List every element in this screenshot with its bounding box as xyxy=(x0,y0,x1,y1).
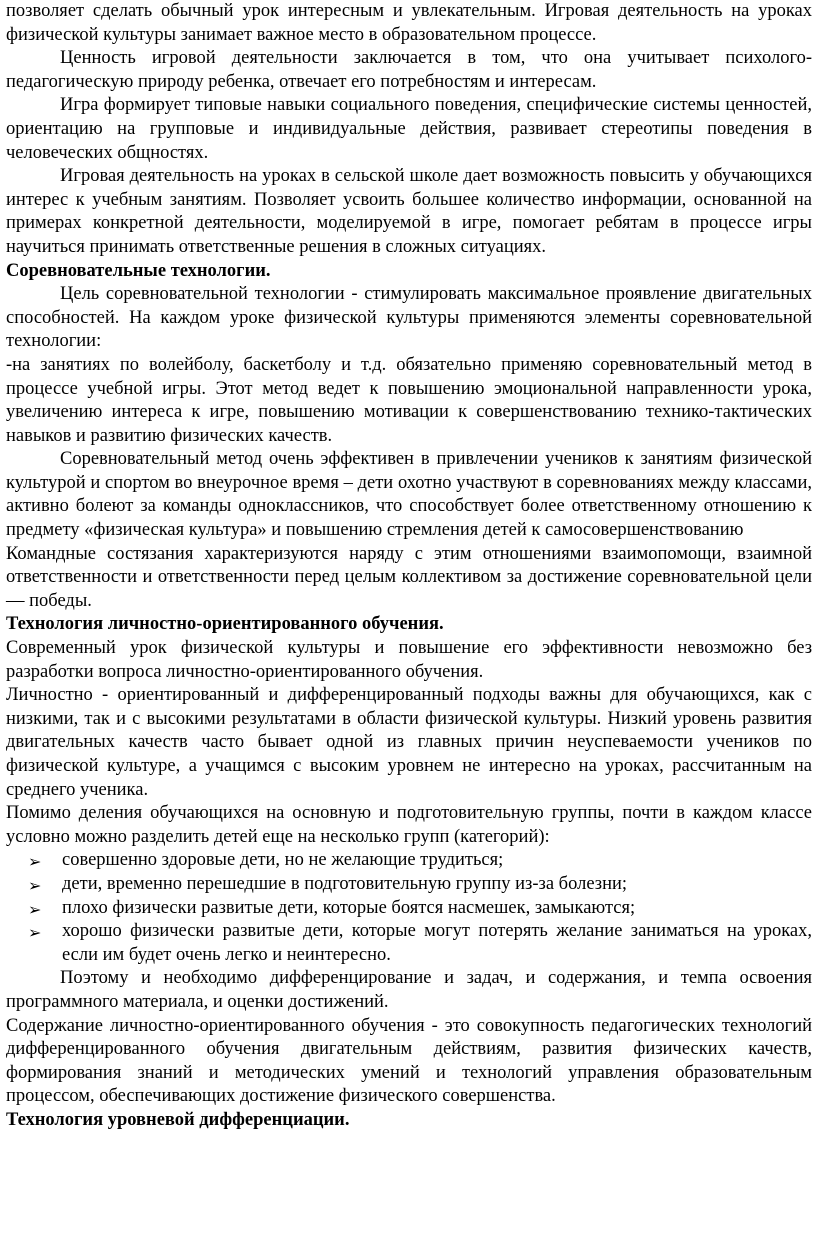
list-item-text: плохо физически развитые дети, которые боятся насмешек, замыкаются; xyxy=(62,897,636,918)
arrowhead-bullet-icon: ➢ xyxy=(28,852,42,872)
paragraph-rural-school: Игровая деятельность на уроках в сельской школе дает возможность повысить у обучающихся интерес к учебным занятиям. Позволяет усвоить большее количество информации, основанной на примерах конкретной деятельности, моделируемой в игре, помогает ребятам в процессе игры научиться принимать ответственные решения в сложных ситуациях. xyxy=(6,166,812,257)
list-item xyxy=(6,897,812,921)
paragraph-differentiated-approach: Личностно - ориентированный и дифференцированный подходы важны для обучающихся, как с низкими, так и с высокими результатами в области физической культуры. Низкий уровень развития двигательных качеств часто бывает одной из главных причин неуспеваемости учеников по физической культуре, а учащимся с высоким уровнем не интересно на уроках, рассчитанным на среднего ученика. xyxy=(6,685,812,800)
list-item-text: дети, временно перешедшие в подготовительную группу из-за болезни; xyxy=(62,873,628,894)
paragraph-game-value: Ценность игровой деятельности заключается в том, что она учитывает психолого-педагогическую природу ребенка, отвечает его потребностям и интересам. xyxy=(6,48,812,92)
list-item-text: хорошо физически развитые дети, которые могут потерять желание заниматься на уроках, если им будет очень легко и неинтересно. xyxy=(62,921,812,965)
paragraph-modern-lesson: Современный урок физической культуры и повышение его эффективности невозможно без разработки вопроса личностно-ориентированного обучения. xyxy=(6,638,812,682)
list-item xyxy=(6,873,812,897)
list-item-text: совершенно здоровые дети, но не желающие трудиться; xyxy=(62,850,504,871)
paragraph-team-contests: Командные состязания характеризуются наряду с этим отношениями взаимопомощи, взаимной ответственности и ответственности перед целым коллективом за достижение соревновательной цели — победы. xyxy=(6,543,812,611)
paragraph-student-groups: Помимо деления обучающихся на основную и подготовительную группы, почти в каждом классе условно можно разделить детей еще на несколько групп (категорий): xyxy=(6,803,812,847)
paragraph-competitive-effectiveness: Соревновательный метод очень эффективен в привлечении учеников к занятиям физической культурой и спортом во внеурочное время – дети охотно участвуют в соревнованиях между классами, активно болеют за команды одноклассников, что способствует более ответственному отношению к предмету «физическая культура» и повышению стремления детей к самосовершенствованию xyxy=(6,449,812,541)
arrowhead-bullet-icon: ➢ xyxy=(28,875,42,895)
category-list xyxy=(6,849,812,967)
paragraph-game-lesson-intro: позволяет сделать обычный урок интересным и увлекательным. Игровая деятельность на уроках физической культуры занимает важное место в образовательном процессе. xyxy=(6,1,812,45)
paragraph-competitive-goal: Цель соревновательной технологии - стимулировать максимальное проявление двигательных способностей. На каждом уроке физической культуры применяются элементы соревновательной технологии: xyxy=(6,284,812,352)
heading-level-differentiation: Технология уровневой дифференциации. xyxy=(6,1109,350,1130)
paragraph-game-skills: Игра формирует типовые навыки социального поведения, специфические системы ценностей, ориентацию на групповые и индивидуальные действия, развивает стереотипы поведения в человеческих общностях. xyxy=(6,95,812,163)
list-item xyxy=(6,849,812,873)
paragraph-differentiation-need: Поэтому и необходимо дифференцирование и задач, и содержания, и темпа освоения программного материала, и оценки достижений. xyxy=(6,968,812,1012)
paragraph-learning-content: Содержание личностно-ориентированного обучения - это совокупность педагогических технологий дифференцированного обучения двигательным действиям, развития физических качеств, формирования знаний и методических умений и технологий управления образовательным процессом, обеспечивающих достижение физического совершенства. xyxy=(6,1015,812,1107)
arrowhead-bullet-icon: ➢ xyxy=(28,899,42,919)
list-item xyxy=(6,920,812,967)
paragraph-competitive-method: -на занятиях по волейболу, баскетболу и т.д. обязательно применяю соревновательный метод в процессе учебной игры. Этот метод ведет к повышению эмоциональной направленности урока, увеличению интереса к игре, повышению мотивации к совершенствованию технико-тактических навыков и развитию физических качеств. xyxy=(6,354,812,446)
heading-person-oriented-learning: Технология личностно-ориентированного обучения. xyxy=(6,614,444,635)
arrowhead-bullet-icon: ➢ xyxy=(28,923,42,943)
heading-competitive-technologies: Соревновательные технологии. xyxy=(6,260,271,281)
